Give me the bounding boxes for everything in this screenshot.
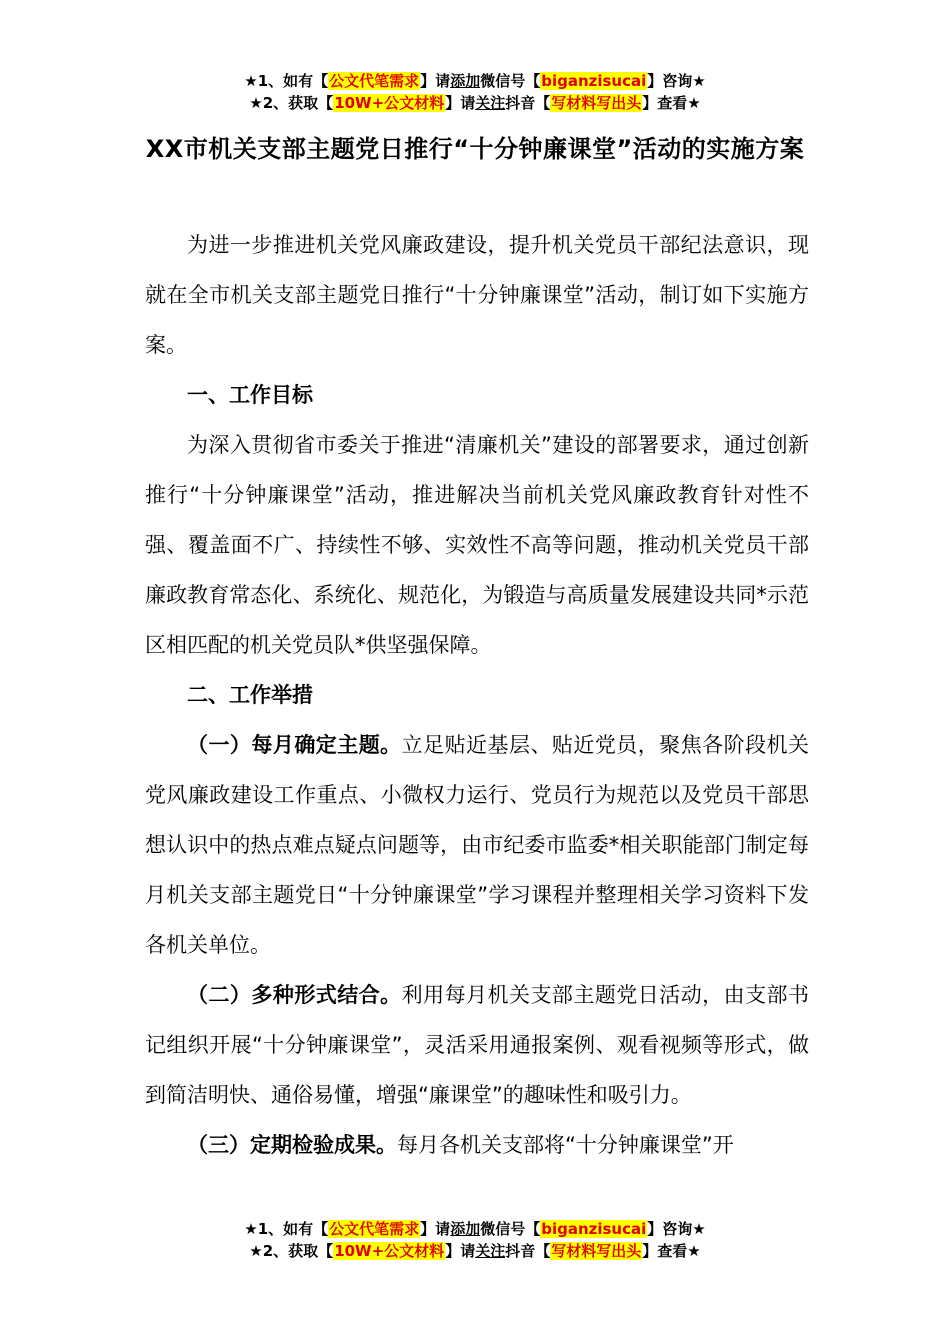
promo-banner-bottom — [0, 1218, 950, 1262]
promo-highlight: 写材料写出头 — [551, 1242, 642, 1260]
promo-highlight: 10W+公文材料 — [334, 94, 445, 112]
promo-highlight: biganzisucai — [541, 1220, 647, 1238]
promo-highlight: 写材料写出头 — [551, 94, 642, 112]
promo-line-1: ★1、如有【公文代笔需求】请添加微信号【biganzisucai】咨询★ — [244, 72, 706, 90]
document-title: XX市机关支部主题党日推行“十分钟廉课堂”活动的实施方案 — [145, 135, 805, 163]
promo-highlight: 公文代笔需求 — [329, 72, 420, 90]
promo-highlight: 公文代笔需求 — [329, 1220, 420, 1238]
promo-banner-top — [0, 70, 950, 114]
measure-paragraph: （二）多种形式结合。利用每月机关支部主题党日活动，由支部书记组织开展“十分钟廉课堂”，灵活采用通报案例、观看视频等形式，做到简洁明快、通俗易懂，增强“廉课堂”的趣味性和吸引力。 — [145, 983, 810, 1107]
promo-line-2: ★2、获取【10W+公文材料】请关注抖音【写材料写出头】查看★ — [249, 1242, 701, 1260]
section-heading: 一、工作目标 — [187, 383, 313, 407]
section-paragraph: 为深入贯彻省市委关于推进“清廉机关”建设的部署要求，通过创新推行“十分钟廉课堂”活动，推进解决当前机关党风廉政教育针对性不强、覆盖面不广、持续性不够、实效性不高等问题，推动机关党员干部廉政教育常态化、系统化、规范化，为锻造与高质量发展建设共同*示范区相匹配的机关党员队*供坚强保障。 — [145, 433, 809, 657]
intro-paragraph: 为进一步推进机关党风廉政建设，提升机关党员干部纪法意识，现就在全市机关支部主题党日推行“十分钟廉课堂”活动，制订如下实施方案。 — [145, 233, 809, 357]
measure-paragraph: （一）每月确定主题。立足贴近基层、贴近党员，聚焦各阶段机关党风廉政建设工作重点、小微权力运行、党员行为规范以及党员干部思想认识中的热点难点疑点问题等，由市纪委市监委*相关职能部门制定每月机关支部主题党日“十分钟廉课堂”学习课程并整理相关学习资料下发各机关单位。 — [145, 733, 810, 957]
measure-label: （三）定期检验成果。 — [187, 1133, 397, 1157]
promo-highlight: biganzisucai — [541, 72, 647, 90]
section-heading: 二、工作举措 — [187, 683, 313, 707]
promo-line-1: ★1、如有【公文代笔需求】请添加微信号【biganzisucai】咨询★ — [244, 1220, 706, 1238]
measure-paragraph: （三）定期检验成果。每月各机关支部将“十分钟廉课堂”开 — [187, 1133, 734, 1157]
document-body — [145, 220, 809, 1170]
promo-line-2: ★2、获取【10W+公文材料】请关注抖音【写材料写出头】查看★ — [249, 94, 701, 112]
measure-label: （二）多种形式结合。 — [187, 983, 402, 1007]
measure-label: （一）每月确定主题。 — [187, 733, 402, 757]
promo-highlight: 10W+公文材料 — [334, 1242, 445, 1260]
